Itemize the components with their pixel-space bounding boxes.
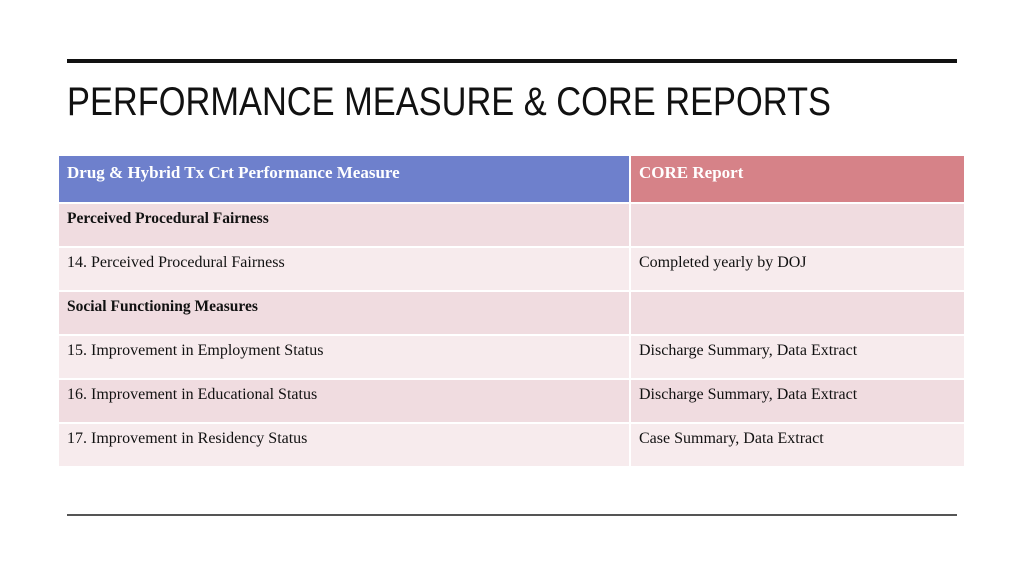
table-row-section [59,291,965,335]
column-header-core-report: CORE Report [630,156,965,203]
report-cell [630,203,965,247]
measure-cell: 17. Improvement in Residency Status [59,423,630,467]
report-cell: Discharge Summary, Data Extract [630,379,965,423]
section-label: Perceived Procedural Fairness [59,203,630,247]
table-row-section [59,203,965,247]
report-cell [630,291,965,335]
column-header-measure: Drug & Hybrid Tx Crt Performance Measure [59,156,630,203]
section-label: Social Functioning Measures [59,291,630,335]
top-divider [67,59,957,63]
table-header-row [59,156,965,203]
bottom-divider [67,514,957,516]
measure-cell: 15. Improvement in Employment Status [59,335,630,379]
table-row [59,379,965,423]
table-row [59,335,965,379]
table-row [59,247,965,291]
report-cell: Case Summary, Data Extract [630,423,965,467]
table-row [59,423,965,467]
performance-measures-table [59,156,966,468]
report-cell: Completed yearly by DOJ [630,247,965,291]
measure-cell: 14. Perceived Procedural Fairness [59,247,630,291]
measure-cell: 16. Improvement in Educational Status [59,379,630,423]
slide-title: PERFORMANCE MEASURE & CORE REPORTS [67,80,831,124]
report-cell: Discharge Summary, Data Extract [630,335,965,379]
